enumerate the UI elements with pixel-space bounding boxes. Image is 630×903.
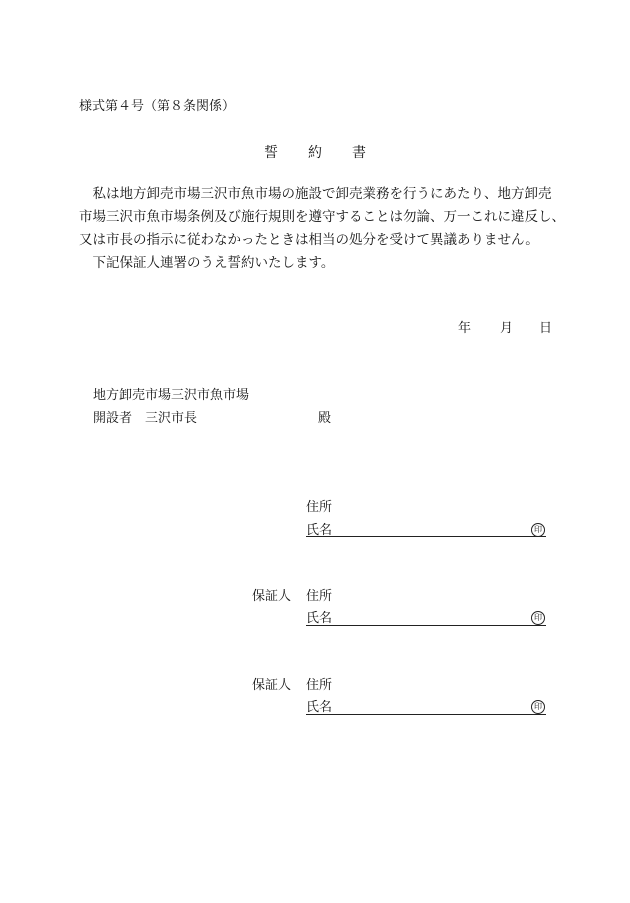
guarantor-1-address-label: 住所 <box>306 589 333 604</box>
applicant-name-line <box>306 536 546 537</box>
guarantor-2-name-label: 氏名 <box>306 700 333 715</box>
addressee-honorific: 殿 <box>318 411 332 426</box>
body-line-3: 又は市長の指示に従わなかったときは相当の処分を受けて異議ありません。 <box>79 232 539 248</box>
guarantor-1-name-line <box>306 625 546 626</box>
guarantor-1-label: 保証人 <box>252 589 292 604</box>
title-char-1: 誓 <box>264 145 278 161</box>
title-char-2: 約 <box>308 145 322 161</box>
form-number: 様式第４号（第８条関係） <box>79 99 236 114</box>
date-month-label: 月 <box>500 321 514 336</box>
body-line-4: 下記保証人連署のうえ誓約いたします。 <box>79 255 335 271</box>
guarantor-1-seal-mark: 印 <box>531 611 545 625</box>
applicant-seal-mark: 印 <box>531 523 545 537</box>
guarantor-1-name-label: 氏名 <box>306 611 333 626</box>
guarantor-2-address-label: 住所 <box>306 678 333 693</box>
document-title <box>0 146 630 160</box>
applicant-address-label: 住所 <box>306 500 333 515</box>
addressee-role: 開設者 <box>93 411 133 426</box>
guarantor-2-label: 保証人 <box>252 678 292 693</box>
addressee-market: 地方卸売市場三沢市魚市場 <box>93 388 250 403</box>
pledge-body <box>79 183 565 275</box>
date-year-label: 年 <box>458 321 472 336</box>
title-char-3: 書 <box>352 145 366 161</box>
addressee-name: 三沢市長 <box>145 411 198 426</box>
body-line-2: 市場三沢市魚市場条例及び施行規則を遵守することは勿論、万一これに違反し、 <box>79 209 565 225</box>
date-day-label: 日 <box>539 321 553 336</box>
guarantor-2-name-line <box>306 714 546 715</box>
guarantor-2-seal-mark: 印 <box>531 700 545 714</box>
applicant-name-label: 氏名 <box>306 523 333 538</box>
body-line-1: 私は地方卸売市場三沢市魚市場の施設で卸売業務を行うにあたり、地方卸売 <box>79 186 552 202</box>
